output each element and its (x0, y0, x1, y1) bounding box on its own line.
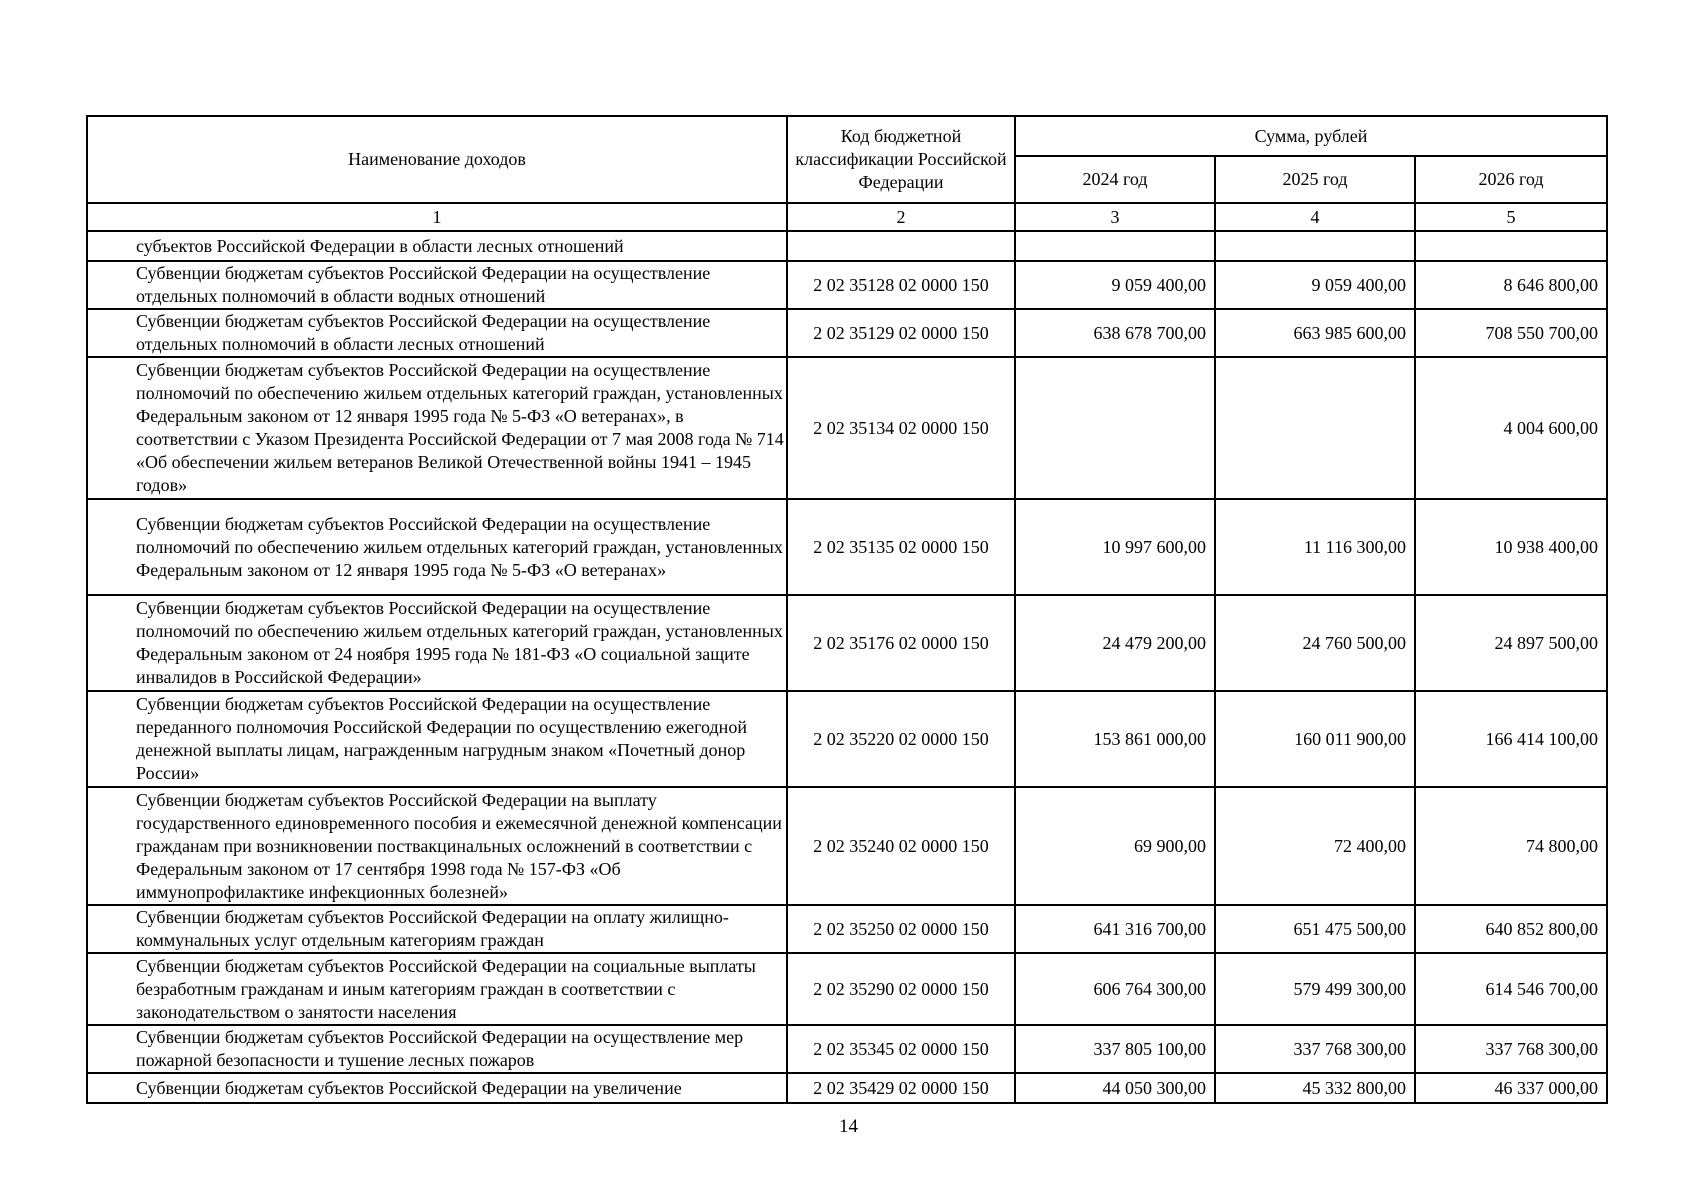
income-name: Субвенции бюджетам субъектов Российской Федерации на социальные выплаты безработным гражданам и иным категориям граждан в соответствии с законодательством о занятости населения (87, 953, 787, 1025)
amount-2024: 69 900,00 (1015, 787, 1215, 905)
amount-2024: 606 764 300,00 (1015, 953, 1215, 1025)
header-income-name: Наименование доходов (87, 116, 787, 203)
table-row (87, 231, 1607, 261)
income-name: Субвенции бюджетам субъектов Российской Федерации на осуществление отдельных полномочий в области лесных отношений (87, 309, 787, 357)
amount-2025 (1215, 357, 1415, 499)
amount-2026: 74 800,00 (1415, 787, 1607, 905)
budget-code: 2 02 35345 02 0000 150 (787, 1025, 1015, 1073)
column-index-5: 5 (1415, 203, 1607, 231)
page-number: 14 (839, 1116, 858, 1137)
amount-2026: 614 546 700,00 (1415, 953, 1607, 1025)
amount-2024: 10 997 600,00 (1015, 499, 1215, 595)
amount-2024: 641 316 700,00 (1015, 905, 1215, 953)
income-name: Субвенции бюджетам субъектов Российской Федерации на оплату жилищно-коммунальных услуг отдельным категориям граждан (87, 905, 787, 953)
table-row (87, 1073, 1607, 1103)
budget-code: 2 02 35176 02 0000 150 (787, 595, 1015, 691)
header-sum: Сумма, рублей (1015, 116, 1607, 156)
amount-2024: 24 479 200,00 (1015, 595, 1215, 691)
amount-2024 (1015, 231, 1215, 261)
budget-code: 2 02 35250 02 0000 150 (787, 905, 1015, 953)
amount-2026: 166 414 100,00 (1415, 691, 1607, 787)
amount-2026: 24 897 500,00 (1415, 595, 1607, 691)
budget-code: 2 02 35129 02 0000 150 (787, 309, 1015, 357)
amount-2025: 160 011 900,00 (1215, 691, 1415, 787)
budget-code: 2 02 35240 02 0000 150 (787, 787, 1015, 905)
budget-code: 2 02 35220 02 0000 150 (787, 691, 1015, 787)
amount-2025: 9 059 400,00 (1215, 261, 1415, 309)
table-row (87, 691, 1607, 787)
budget-code: 2 02 35290 02 0000 150 (787, 953, 1015, 1025)
table-row (87, 787, 1607, 905)
income-table (86, 115, 1608, 1104)
header-year-2024: 2024 год (1015, 156, 1215, 203)
amount-2024: 153 861 000,00 (1015, 691, 1215, 787)
amount-2025: 651 475 500,00 (1215, 905, 1415, 953)
budget-code (787, 231, 1015, 261)
table-row (87, 595, 1607, 691)
column-index-3: 3 (1015, 203, 1215, 231)
table-row (87, 1025, 1607, 1073)
budget-code: 2 02 35128 02 0000 150 (787, 261, 1015, 309)
table-row (87, 499, 1607, 595)
income-name: Субвенции бюджетам субъектов Российской Федерации на осуществление мер пожарной безопасности и тушение лесных пожаров (87, 1025, 787, 1073)
column-index-1: 1 (87, 203, 787, 231)
budget-code: 2 02 35134 02 0000 150 (787, 357, 1015, 499)
income-name: Субвенции бюджетам субъектов Российской Федерации на осуществление переданного полномочия Российской Федерации по осуществлению ежегодной денежной выплаты лицам, награжденным нагрудным знаком «Почетный донор России» (87, 691, 787, 787)
amount-2025 (1215, 231, 1415, 261)
amount-2024 (1015, 357, 1215, 499)
table-row (87, 309, 1607, 357)
table-row (87, 357, 1607, 499)
income-name: Субвенции бюджетам субъектов Российской Федерации на осуществление полномочий по обеспечению жильем отдельных категорий граждан, установленных Федеральным законом от 12 января 1995 года № 5-ФЗ «О ветеранах», в соответствии с Указом Президента Российской Федерации от 7 мая 2008 года № 714 «Об обеспечении жильем ветеранов Великой Отечественной войны 1941 – 1945 годов» (87, 357, 787, 499)
amount-2026: 337 768 300,00 (1415, 1025, 1607, 1073)
column-index-2: 2 (787, 203, 1015, 231)
amount-2025: 663 985 600,00 (1215, 309, 1415, 357)
income-name: Субвенции бюджетам субъектов Российской Федерации на осуществление полномочий по обеспечению жильем отдельных категорий граждан, установленных Федеральным законом от 24 ноября 1995 года № 181-ФЗ «О социальной защите инвалидов в Российской Федерации» (87, 595, 787, 691)
table-row (87, 905, 1607, 953)
amount-2026: 10 938 400,00 (1415, 499, 1607, 595)
amount-2025: 45 332 800,00 (1215, 1073, 1415, 1103)
income-name: Субвенции бюджетам субъектов Российской Федерации на осуществление отдельных полномочий в области водных отношений (87, 261, 787, 309)
table-row (87, 953, 1607, 1025)
budget-code: 2 02 35429 02 0000 150 (787, 1073, 1015, 1103)
income-name: Субвенции бюджетам субъектов Российской Федерации на увеличение (87, 1073, 787, 1103)
amount-2025: 11 116 300,00 (1215, 499, 1415, 595)
amount-2024: 638 678 700,00 (1015, 309, 1215, 357)
amount-2025: 579 499 300,00 (1215, 953, 1415, 1025)
header-year-2025: 2025 год (1215, 156, 1415, 203)
income-name: Субвенции бюджетам субъектов Российской Федерации на выплату государственного единовременного пособия и ежемесячной денежной компенсации гражданам при возникновении поствакцинальных осложнений в соответствии с Федеральным законом от 17 сентября 1998 года № 157-ФЗ «Об иммунопрофилактике инфекционных болезней» (87, 787, 787, 905)
header-year-2026: 2026 год (1415, 156, 1607, 203)
amount-2024: 9 059 400,00 (1015, 261, 1215, 309)
amount-2026: 708 550 700,00 (1415, 309, 1607, 357)
amount-2026: 4 004 600,00 (1415, 357, 1607, 499)
amount-2024: 337 805 100,00 (1015, 1025, 1215, 1073)
amount-2026: 640 852 800,00 (1415, 905, 1607, 953)
income-name: Субвенции бюджетам субъектов Российской Федерации на осуществление полномочий по обеспечению жильем отдельных категорий граждан, установленных Федеральным законом от 12 января 1995 года № 5-ФЗ «О ветеранах» (87, 499, 787, 595)
amount-2024: 44 050 300,00 (1015, 1073, 1215, 1103)
amount-2026 (1415, 231, 1607, 261)
amount-2025: 337 768 300,00 (1215, 1025, 1415, 1073)
column-index-4: 4 (1215, 203, 1415, 231)
amount-2025: 24 760 500,00 (1215, 595, 1415, 691)
amount-2025: 72 400,00 (1215, 787, 1415, 905)
budget-code: 2 02 35135 02 0000 150 (787, 499, 1015, 595)
amount-2026: 46 337 000,00 (1415, 1073, 1607, 1103)
table-row (87, 261, 1607, 309)
income-name: субъектов Российской Федерации в области лесных отношений (87, 231, 787, 261)
amount-2026: 8 646 800,00 (1415, 261, 1607, 309)
header-budget-code: Код бюджетной классификации Российской Федерации (787, 116, 1015, 203)
